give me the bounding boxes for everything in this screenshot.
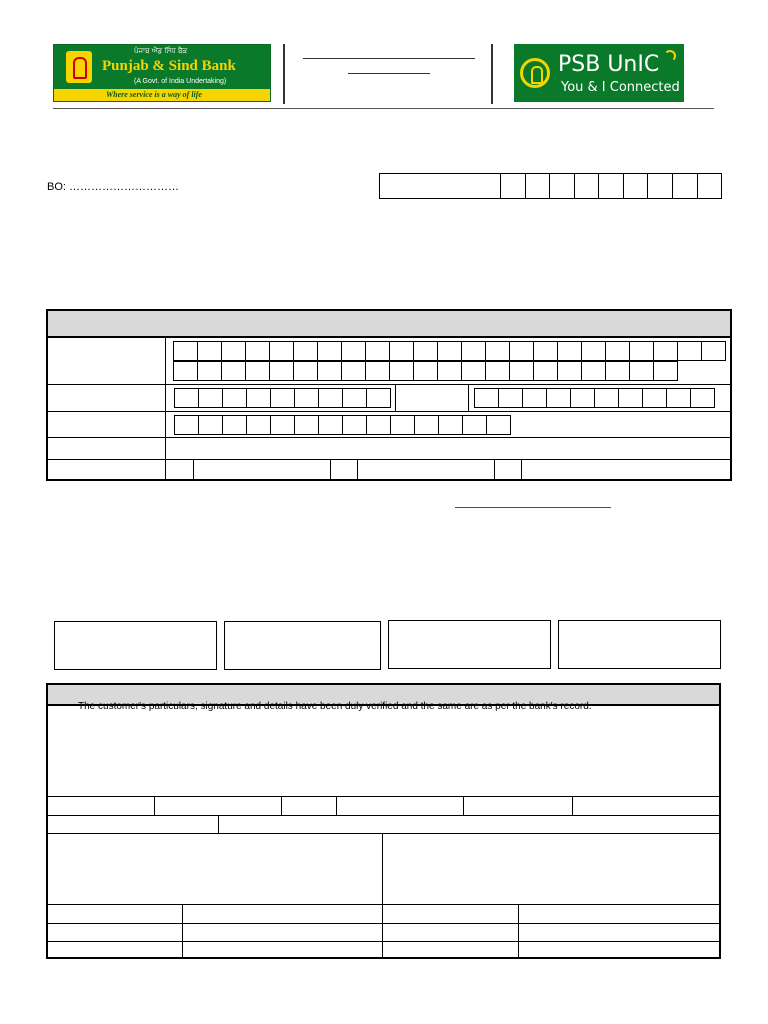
row3-cells[interactable] xyxy=(175,415,511,435)
signature-box-3[interactable] xyxy=(388,620,551,669)
name-row xyxy=(48,338,730,384)
option-3-checkbox[interactable] xyxy=(494,460,521,479)
branch-office-label: BO: ………………………… xyxy=(47,181,180,193)
row2-left-cells[interactable] xyxy=(175,388,391,408)
signature-box-4[interactable] xyxy=(558,620,721,669)
customer-details-section xyxy=(46,309,732,481)
account-number-digit-cells xyxy=(501,174,721,198)
signature-box-1[interactable] xyxy=(54,621,217,670)
row2-right-cells[interactable] xyxy=(475,388,715,408)
logo-subtitle: (A Govt. of India Undertaking) xyxy=(134,78,227,85)
unic-brand-text: PSB UnIC xyxy=(558,52,660,77)
authorization-row-1 xyxy=(48,904,719,923)
bank-emblem-icon xyxy=(66,51,92,83)
officer-details-row-2 xyxy=(48,815,719,833)
row4-label-cell xyxy=(48,438,166,459)
option-2-checkbox[interactable] xyxy=(330,460,357,479)
header-divider-left xyxy=(283,44,285,104)
account-number-field[interactable] xyxy=(379,173,722,199)
unic-emblem-icon xyxy=(520,58,550,88)
details-row-5 xyxy=(48,459,730,479)
row2-middle-label xyxy=(395,385,469,411)
name-char-cells[interactable] xyxy=(174,341,727,381)
header-underline xyxy=(53,108,714,109)
authorization-signature-row xyxy=(48,833,719,904)
details-row-2 xyxy=(48,384,730,411)
officer-details-row xyxy=(48,796,719,815)
verification-statement: The customer's particulars, signature and details have been duly verified and the same are as per the bank's record. xyxy=(78,701,592,712)
details-row-4 xyxy=(48,437,730,459)
title-line-2 xyxy=(348,73,430,74)
option-1-checkbox[interactable] xyxy=(166,460,193,479)
row5-label-cell xyxy=(48,460,166,479)
unic-tagline: You & I Connected xyxy=(561,80,680,95)
logo-gurmukhi-text: ਪੰਜਾਬ ਐਂਡ ਸਿੰਧ ਬੈਂਕ xyxy=(134,47,188,55)
psb-unic-logo xyxy=(514,44,684,102)
logo-bank-name: Punjab & Sind Bank xyxy=(102,58,236,74)
customer-details-header xyxy=(48,311,730,338)
account-number-label-cell xyxy=(380,174,501,198)
details-row-3 xyxy=(48,411,730,437)
row3-label-cell xyxy=(48,412,166,437)
authorization-row-3 xyxy=(48,941,719,957)
website-link[interactable] xyxy=(455,507,611,508)
row2-label-cell xyxy=(48,385,166,411)
bank-use-section xyxy=(46,683,721,959)
authorization-row-2 xyxy=(48,923,719,941)
logo-tagline: Where service is a way of life xyxy=(54,89,270,101)
title-line-1 xyxy=(303,58,475,59)
punjab-sind-bank-logo xyxy=(53,44,271,102)
name-label-cell xyxy=(48,338,166,384)
wifi-icon xyxy=(664,50,676,62)
signature-box-2[interactable] xyxy=(224,621,381,670)
header-divider-right xyxy=(491,44,493,104)
